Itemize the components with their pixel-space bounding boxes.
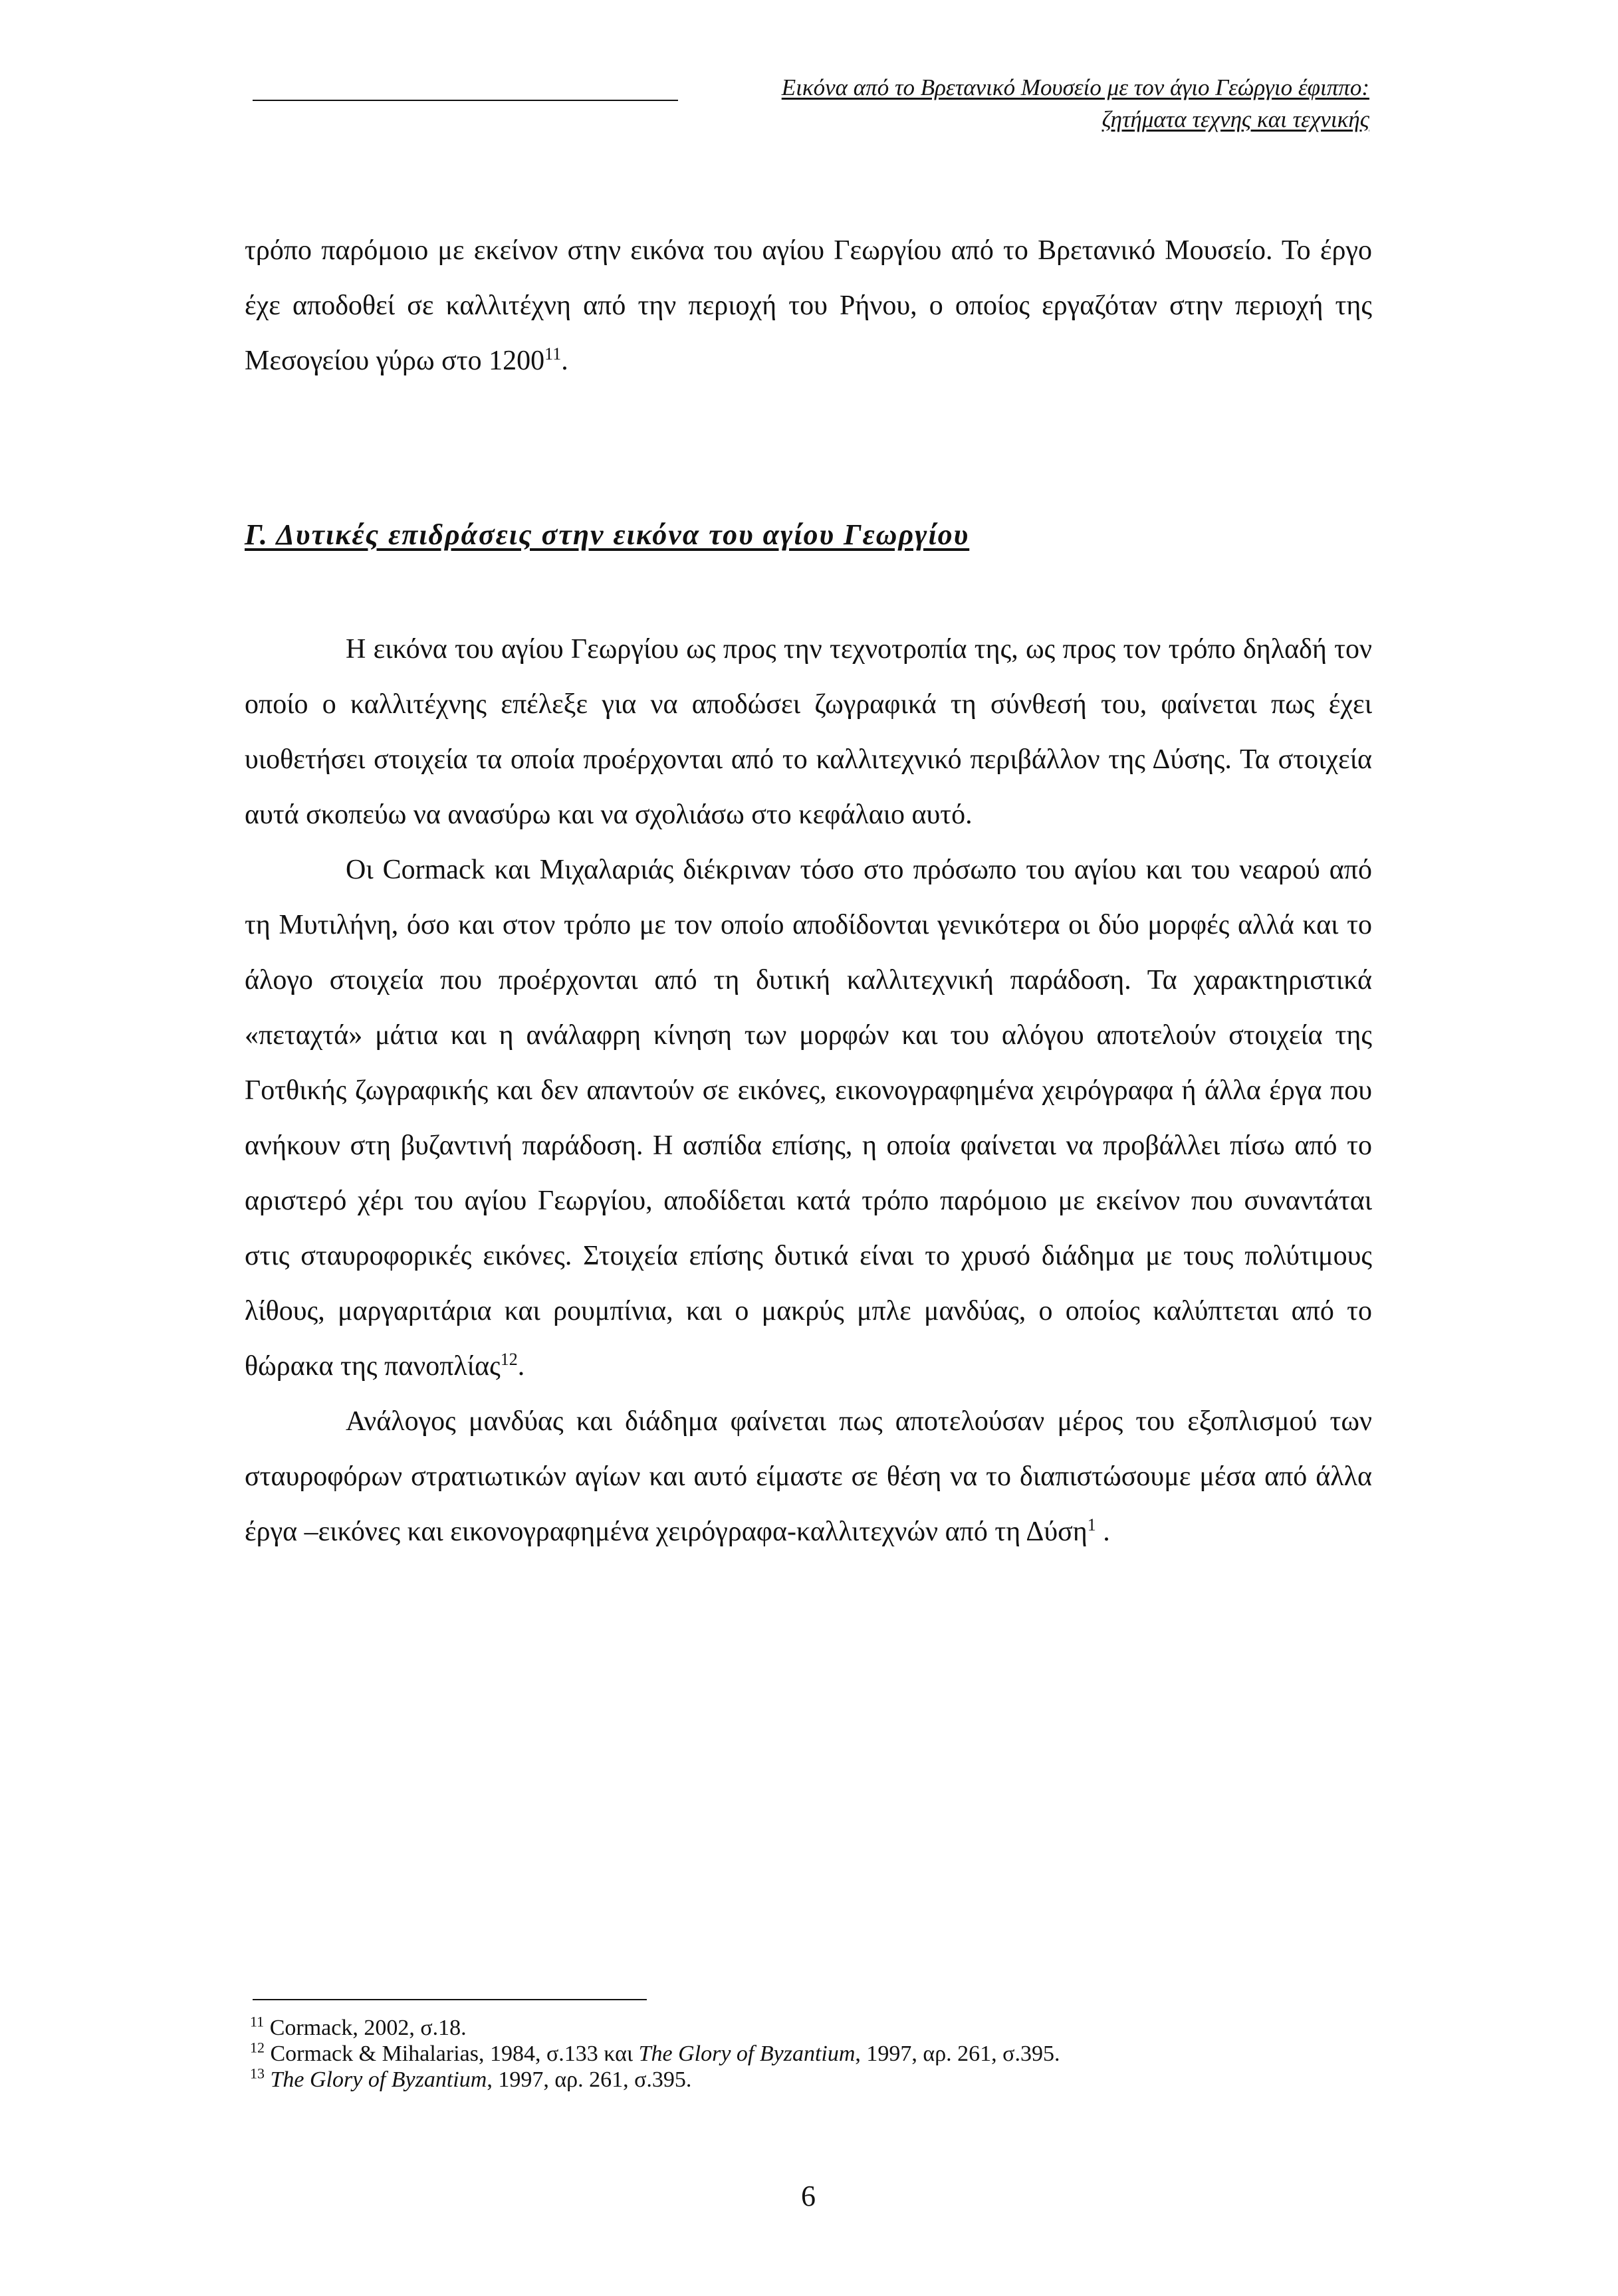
footnote-post-13: , 1997, αρ. 261, σ.395. [487,2067,692,2092]
footnote-title-12: The Glory of Byzantium [638,2041,856,2066]
footnote-ref-11: 11 [544,344,562,364]
footnote-text-12: Cormack & Mihalarias, 1984, σ.133 και [265,2041,639,2066]
paragraph-2-end: . [517,1351,525,1382]
intro-end: . [561,346,568,376]
footnote-13 [250,2067,1380,2093]
intro-body: τρόπο παρόμοιο με εκείνον στην εικόνα του αγίου Γεωργίου από το Βρετανικό Μουσείο. Το έργο έχε αποδοθεί σε καλλιτέχνη από την περιοχή του Ρήνου, ο οποίος εργαζόταν στην περιοχή της Μεσογείου γύρω στο 1200 [245,235,1372,376]
paragraph-3-end: . [1096,1516,1110,1547]
footnote-11 [250,2015,1380,2041]
section-heading: Γ. Δυτικές επιδράσεις στην εικόνα του αγίου Γεωργίου [245,518,970,551]
paragraph-3-body: Ανάλογος μανδύας και διάδημα φαίνεται πως αποτελούσαν μέρος του εξοπλισμού των σταυροφόρων στρατιωτικών αγίων και αυτό είμαστε σε θέση να το διαπιστώσουμε μέσα από άλλα έργα –εικόνες και εικονογραφημένα χειρόγραφα-καλλιτεχνών από τη Δύση [245,1406,1372,1547]
intro-text [245,223,1372,389]
footnote-mark-12: 12 [250,2039,265,2056]
footnote-mark-11: 11 [250,2013,265,2030]
running-header [253,72,1369,136]
page-number: 6 [801,2180,816,2212]
footnote-mark-13: 13 [250,2065,265,2082]
intro-paragraph [245,223,1372,389]
running-header-line-1: Εικόνα από το Βρετανικό Μουσείο με τον άγιο Γεώργιο έφιππο: [781,74,1369,100]
footnote-ref-12: 12 [500,1350,518,1369]
footnote-12 [250,2041,1380,2067]
paragraph-1: Η εικόνα του αγίου Γεωργίου ως προς την τεχνοτροπία της, ως προς τον τρόπο δηλαδή τον οποίο ο καλλιτέχνης επέλεξε για να αποδώσει ζωγραφικά τη σύνθεσή του, φαίνεται πως έχει υιοθετήσει στοιχεία τα οποία προέρχονται από το καλλιτεχνικό περιβάλλον της Δύσης. Τα στοιχεία αυτά σκοπεύω να ανασύρω και να σχολιάσω στο κεφάλαιο αυτό. [245,634,1372,830]
header-rule [253,100,678,101]
running-header-line-2: ζητήματα τεχνης και τεχνικής [1101,106,1369,132]
footnote-rule [253,1999,647,2000]
paragraph-2-body: Οι Cormack και Μιχαλαριάς διέκριναν τόσο στο πρόσωπο του αγίου και του νεαρού από τη Μυτιλήνη, όσο και στον τρόπο με τον οποίο αποδίδονται γενικότερα οι δύο μορφές αλλά και το άλογο στοιχεία που προέρχονται από τη δυτική καλλιτεχνική παράδοση. Τα χαρακτηριστικά «πεταχτά» μάτια και η ανάλαφρη κίνηση των μορφών και του αλόγου αποτελούν στοιχεία της Γοτθικής ζωγραφικής και δεν απαντούν σε εικόνες, εικονογραφημένα χειρόγραφα ή άλλα έργα που ανήκουν στη βυζαντινή παράδοση. Η ασπίδα επίσης, η οποία φαίνεται να προβάλλει πίσω από το αριστερό χέρι του αγίου Γεωργίου, αποδίδεται κατά τρόπο παρόμοιο με εκείνον που συναντάται στις σταυροφορικές εικόνες. Στοιχεία επίσης δυτικά είναι το χρυσό διάδημα με τους πολύτιμους λίθους, μαργαριτάρια και ρουμπίνια, και ο μακρύς μπλε μανδύας, ο οποίος καλύπτεται από το θώρακα της πανοπλίας [245,855,1372,1382]
footnote-text-11: Cormack, 2002, σ.18. [264,2016,467,2040]
footnotes [250,2015,1380,2093]
footnote-ref-13: 1 [1087,1515,1096,1534]
body-text [245,622,1372,1560]
paragraph-3 [245,1394,1372,1560]
footnote-title-13: The Glory of Byzantium [270,2067,487,2092]
paragraph-2 [245,843,1372,1394]
footnote-post-12: , 1997, αρ. 261, σ.395. [855,2041,1060,2066]
